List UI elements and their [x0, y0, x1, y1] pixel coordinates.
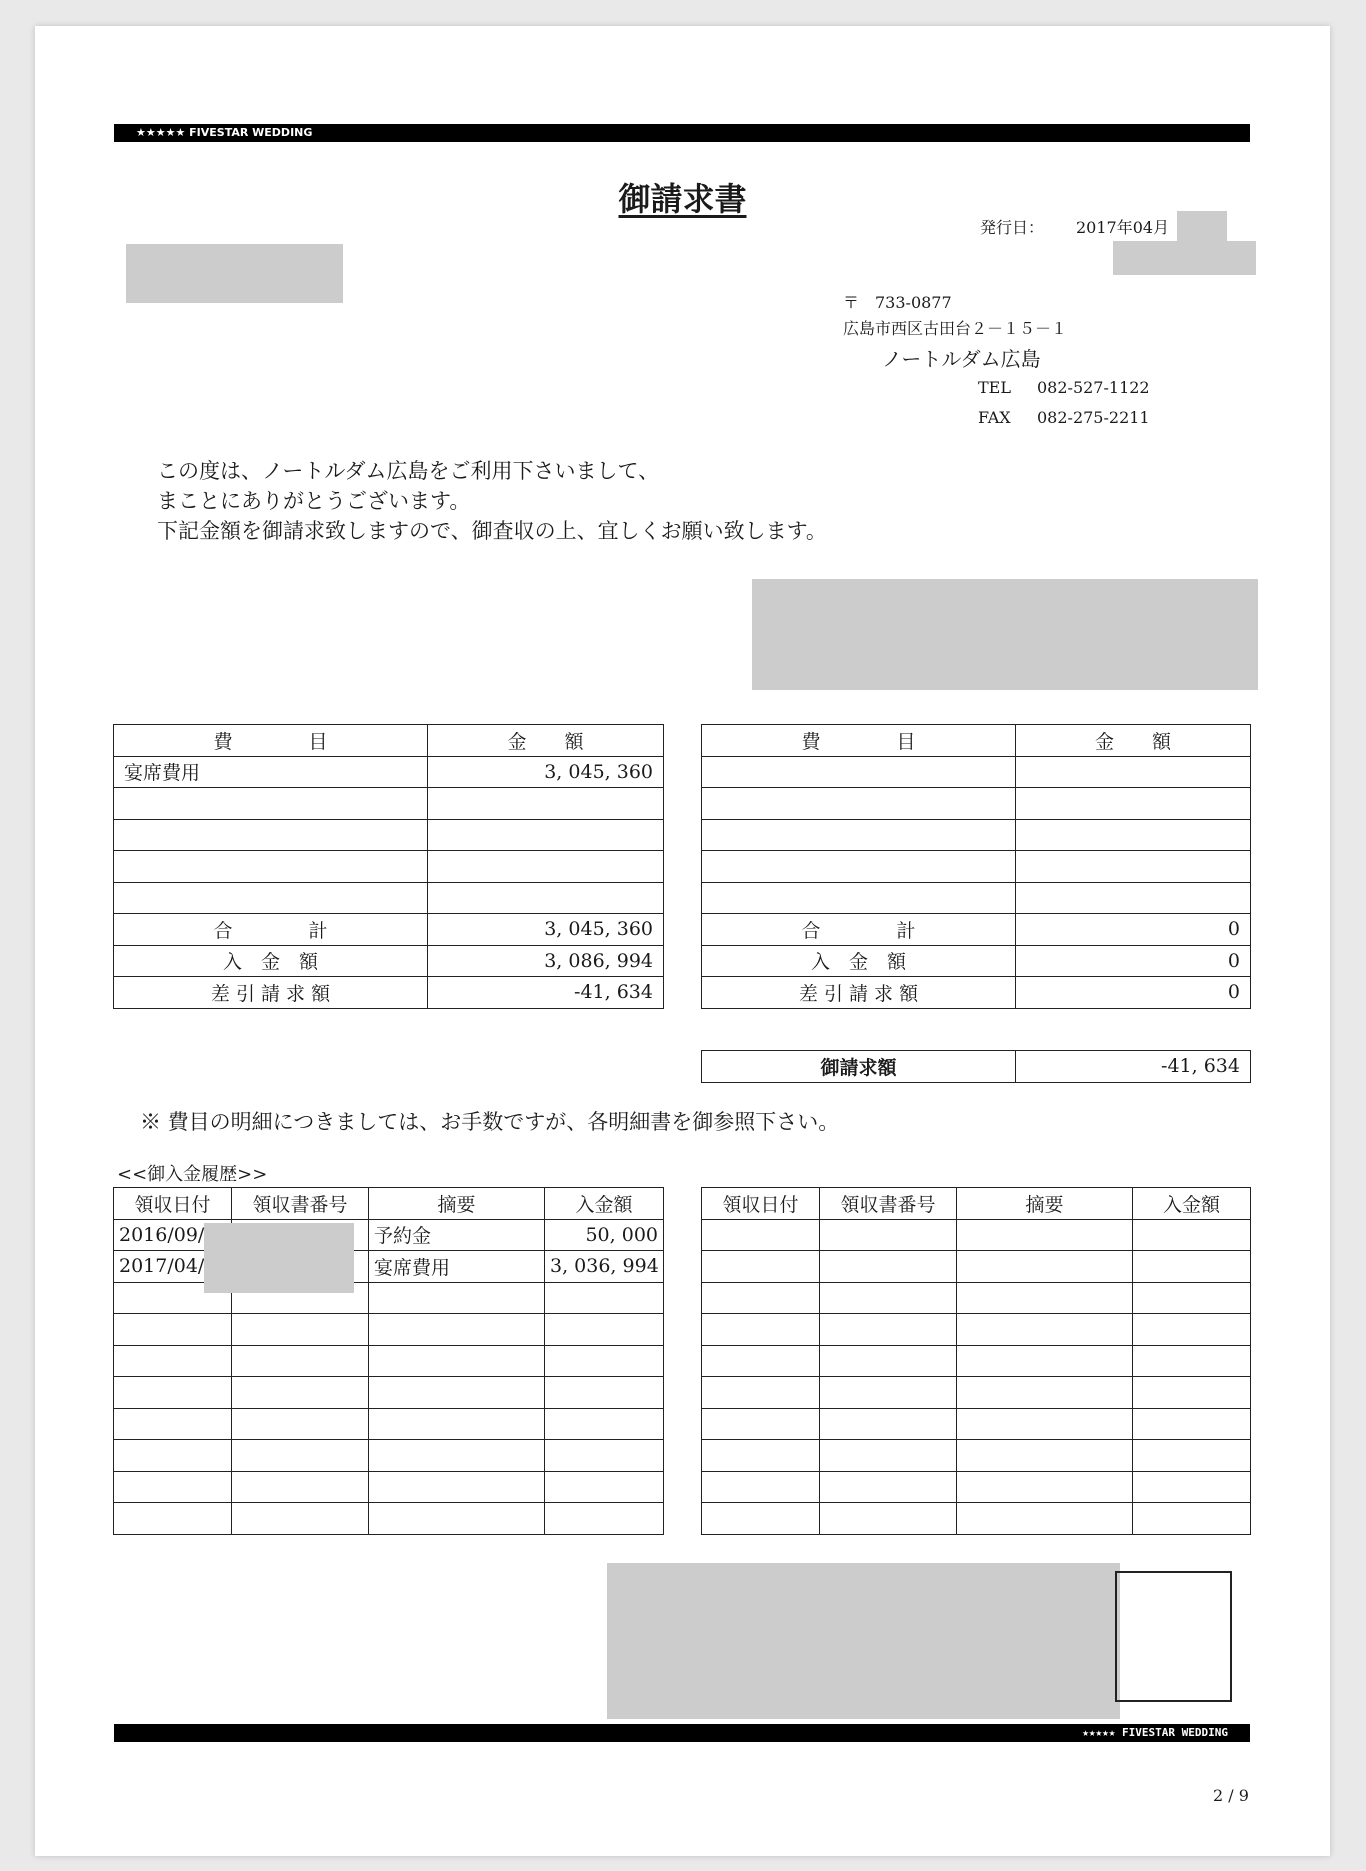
receipt-date: [702, 1377, 820, 1409]
summary-row-total: [114, 914, 664, 946]
summary-value: 0: [1016, 977, 1251, 1009]
charge-amount: [428, 819, 664, 851]
header-receipt-number: 領収書番号: [820, 1188, 957, 1220]
receipt-number: [820, 1282, 957, 1314]
summary-label: 合 計: [702, 914, 1016, 946]
invoice-title: 御請求書: [618, 180, 747, 218]
charges-table-right: [701, 724, 1251, 1009]
header-item: 費 目: [114, 725, 428, 757]
table-row: [702, 788, 1251, 820]
table-row: [114, 1282, 664, 1314]
description: [369, 1408, 545, 1440]
table-row: [114, 1219, 664, 1251]
payment-amount: [545, 1440, 664, 1472]
receipt-date: [702, 1345, 820, 1377]
receipt-number: [232, 1503, 369, 1535]
table-row: [114, 1440, 664, 1472]
receipt-date: [702, 1440, 820, 1472]
sender-name: ノートルダム広島: [882, 347, 1041, 371]
charge-amount: [1016, 788, 1251, 820]
description: [957, 1314, 1133, 1346]
receipt-number: [820, 1314, 957, 1346]
payment-amount: [545, 1471, 664, 1503]
header-description: 摘要: [369, 1188, 545, 1220]
table-row: [114, 756, 664, 788]
payment-amount: [545, 1282, 664, 1314]
table-row: [702, 1345, 1251, 1377]
total-label: 御請求額: [702, 1051, 1016, 1083]
summary-value: 0: [1016, 945, 1251, 977]
payment-amount: 50, 000: [545, 1219, 664, 1251]
header-receipt-number: 領収書番号: [232, 1188, 369, 1220]
redaction-recipient: [126, 244, 343, 303]
charge-item: [702, 819, 1016, 851]
description: [957, 1440, 1133, 1472]
receipt-number: [820, 1440, 957, 1472]
payment-amount: [1133, 1408, 1251, 1440]
redaction-issue-number: [1113, 241, 1256, 275]
receipt-date: [702, 1408, 820, 1440]
payment-amount: [545, 1503, 664, 1535]
table-row: [702, 1440, 1251, 1472]
sender-address: 広島市西区古田台２－１５－１: [843, 319, 1068, 338]
page-number: 2 / 9: [1213, 1786, 1249, 1805]
charge-amount: 3, 045, 360: [428, 756, 664, 788]
greeting-line: この度は、ノートルダム広島をご利用下さいまして、: [157, 459, 660, 483]
table-row: [114, 788, 664, 820]
receipt-date: [702, 1282, 820, 1314]
table-row: [702, 882, 1251, 914]
header-payment-amount: 入金額: [545, 1188, 664, 1220]
table-row: [702, 1282, 1251, 1314]
payment-amount: [545, 1345, 664, 1377]
payment-amount: [1133, 1251, 1251, 1283]
summary-value: 3, 086, 994: [428, 945, 664, 977]
charge-item: [114, 882, 428, 914]
receipt-number: [232, 1377, 369, 1409]
table-row: [114, 1345, 664, 1377]
payment-amount: [1133, 1471, 1251, 1503]
payment-history-label: <<御入金履歴>>: [117, 1164, 268, 1185]
redaction-issue-day: [1177, 211, 1227, 241]
description: [957, 1471, 1133, 1503]
receipt-date: [114, 1345, 232, 1377]
description: [957, 1219, 1133, 1251]
greeting-line: まことにありがとうございます。: [157, 489, 471, 513]
charge-item: [702, 851, 1016, 883]
table-row: [702, 1377, 1251, 1409]
summary-value: 0: [1016, 914, 1251, 946]
summary-value: 3, 045, 360: [428, 914, 664, 946]
table-row: [702, 819, 1251, 851]
charge-item: [114, 851, 428, 883]
summary-row-total: [702, 914, 1251, 946]
receipt-date: [702, 1471, 820, 1503]
detail-note: ※ 費目の明細につきましては、お手数ですが、各明細書を御参照下さい。: [140, 1110, 840, 1134]
summary-label: 差 引 請 求 額: [114, 977, 428, 1009]
receipt-number: [820, 1219, 957, 1251]
receipt-number: [820, 1251, 957, 1283]
table-row: [702, 1314, 1251, 1346]
payment-amount: [1133, 1314, 1251, 1346]
table-row: [114, 1408, 664, 1440]
receipt-number: [232, 1345, 369, 1377]
summary-row-paid: [702, 945, 1251, 977]
total-billed-table: [701, 1050, 1251, 1083]
summary-row-paid: [114, 945, 664, 977]
charge-amount: [428, 882, 664, 914]
table-row: [114, 1503, 664, 1535]
payment-amount: [545, 1314, 664, 1346]
table-header-row: [702, 725, 1251, 757]
charge-amount: [428, 788, 664, 820]
history-header-row: [114, 1188, 664, 1220]
receipt-date: 2016/09/: [114, 1219, 232, 1251]
payment-amount: [1133, 1282, 1251, 1314]
summary-label: 入 金 額: [114, 945, 428, 977]
table-row: [114, 1251, 664, 1283]
charge-item: 宴席費用: [114, 756, 428, 788]
charge-item: [702, 756, 1016, 788]
receipt-number: [232, 1471, 369, 1503]
issue-date-value: 2017年04月: [1076, 218, 1170, 237]
header-brand: ★★★★★ FIVESTAR WEDDING: [136, 126, 313, 139]
receipt-date: [702, 1503, 820, 1535]
table-row: [114, 819, 664, 851]
payment-amount: [1133, 1219, 1251, 1251]
description: [957, 1282, 1133, 1314]
description: [369, 1282, 545, 1314]
sender-postal: 〒 733-0877: [843, 293, 952, 312]
receipt-date: [114, 1377, 232, 1409]
receipt-date: [114, 1314, 232, 1346]
footer-bar: [114, 1724, 1250, 1742]
header-description: 摘要: [957, 1188, 1133, 1220]
greeting-text: [157, 456, 827, 546]
charge-item: [702, 788, 1016, 820]
footer-brand: ★★★★★ FIVESTAR WEDDING: [1082, 1726, 1228, 1739]
payment-amount: [1133, 1440, 1251, 1472]
header-receipt-date: 領収日付: [702, 1188, 820, 1220]
payment-amount: [1133, 1345, 1251, 1377]
charge-amount: [1016, 756, 1251, 788]
issue-date-label: 発行日：: [980, 218, 1045, 237]
description: 宴席費用: [369, 1251, 545, 1283]
sender-fax-label: FAX: [978, 408, 1011, 427]
table-row: [702, 756, 1251, 788]
description: [369, 1314, 545, 1346]
receipt-date: [114, 1471, 232, 1503]
payment-amount: [1133, 1377, 1251, 1409]
summary-value: -41, 634: [428, 977, 664, 1009]
total-value: -41, 634: [1016, 1051, 1251, 1083]
table-header-row: [114, 725, 664, 757]
receipt-number: [820, 1408, 957, 1440]
receipt-number: [820, 1503, 957, 1535]
total-row: [702, 1051, 1251, 1083]
redaction-bank-info: [752, 579, 1258, 690]
table-row: [114, 851, 664, 883]
charge-amount: [428, 851, 664, 883]
table-row: [702, 1408, 1251, 1440]
payment-amount: [545, 1377, 664, 1409]
receipt-date: [702, 1219, 820, 1251]
description: 予約金: [369, 1219, 545, 1251]
receipt-date: [702, 1314, 820, 1346]
receipt-date: 2017/04/: [114, 1251, 232, 1283]
charges-table-left: [113, 724, 664, 1009]
table-row: [702, 851, 1251, 883]
summary-label: 差 引 請 求 額: [702, 977, 1016, 1009]
receipt-number: [232, 1440, 369, 1472]
description: [369, 1345, 545, 1377]
table-row: [114, 1314, 664, 1346]
receipt-date: [114, 1503, 232, 1535]
receipt-number: [820, 1345, 957, 1377]
sender-fax: 082-275-2211: [1037, 408, 1150, 427]
receipt-date: [702, 1251, 820, 1283]
charge-amount: [1016, 819, 1251, 851]
summary-row-balance: [702, 977, 1251, 1009]
payment-history-right: [701, 1187, 1251, 1535]
description: [957, 1345, 1133, 1377]
description: [369, 1440, 545, 1472]
sender-tel: 082-527-1122: [1037, 378, 1150, 397]
summary-row-balance: [114, 977, 664, 1009]
payment-history-left: [113, 1187, 664, 1535]
table-row: [114, 1471, 664, 1503]
header-receipt-date: 領収日付: [114, 1188, 232, 1220]
receipt-date: [114, 1440, 232, 1472]
history-header-row: [702, 1188, 1251, 1220]
header-bar: [114, 124, 1250, 142]
redaction-receipt-numbers: [204, 1223, 354, 1293]
redaction-company-stamp: [607, 1563, 1120, 1719]
charge-item: [114, 819, 428, 851]
summary-label: 入 金 額: [702, 945, 1016, 977]
table-row: [702, 1219, 1251, 1251]
description: [369, 1377, 545, 1409]
header-payment-amount: 入金額: [1133, 1188, 1251, 1220]
description: [957, 1408, 1133, 1440]
summary-label: 合 計: [114, 914, 428, 946]
receipt-number: [232, 1314, 369, 1346]
table-row: [114, 882, 664, 914]
table-row: [702, 1503, 1251, 1535]
table-row: [702, 1471, 1251, 1503]
payment-amount: [1133, 1503, 1251, 1535]
description: [369, 1471, 545, 1503]
description: [957, 1377, 1133, 1409]
table-row: [114, 1377, 664, 1409]
payment-amount: 3, 036, 994: [545, 1251, 664, 1283]
charge-amount: [1016, 882, 1251, 914]
header-item: 費 目: [702, 725, 1016, 757]
receipt-date: [114, 1408, 232, 1440]
charge-amount: [1016, 851, 1251, 883]
table-row: [702, 1251, 1251, 1283]
sender-tel-label: TEL: [978, 378, 1011, 397]
receipt-number: [820, 1471, 957, 1503]
description: [957, 1503, 1133, 1535]
charge-item: [702, 882, 1016, 914]
receipt-number: [820, 1377, 957, 1409]
description: [369, 1503, 545, 1535]
header-amount: 金 額: [1016, 725, 1251, 757]
greeting-line: 下記金額を御請求致しますので、御査収の上、宜しくお願い致します。: [157, 519, 827, 543]
stamp-box: [1115, 1571, 1232, 1702]
charge-item: [114, 788, 428, 820]
payment-amount: [545, 1408, 664, 1440]
header-amount: 金 額: [428, 725, 664, 757]
description: [957, 1251, 1133, 1283]
receipt-number: [232, 1408, 369, 1440]
